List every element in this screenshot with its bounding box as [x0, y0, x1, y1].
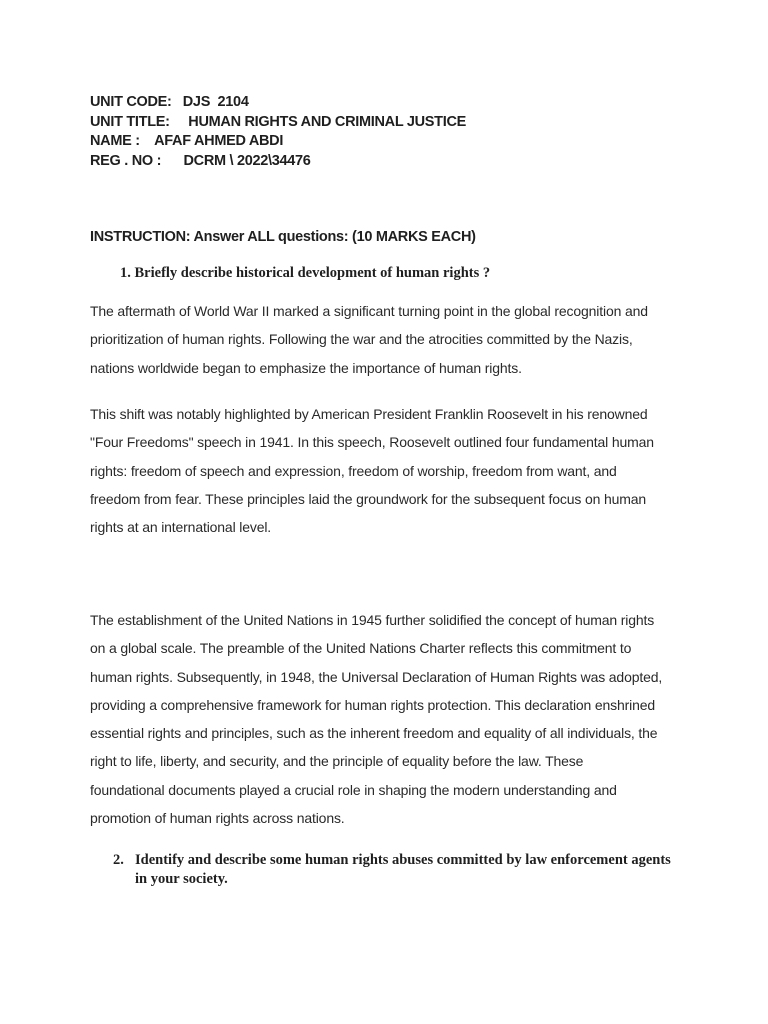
- paragraph-line: rights at an international level.: [90, 519, 272, 536]
- paragraph-line: nations worldwide began to emphasize the importance of human rights.: [90, 359, 522, 376]
- answer-paragraph-3: [90, 606, 680, 832]
- unit-code: UNIT CODE: DJS 2104: [90, 94, 249, 110]
- paragraph-line: The establishment of the United Nations in 1945 further solidified the concept of human rights: [90, 612, 655, 628]
- student-name: NAME : AFAF AHMED ABDI: [90, 133, 284, 149]
- paragraph-line: The aftermath of World War II marked a significant turning point in the global recognition and: [90, 303, 648, 319]
- question-2: [113, 851, 673, 889]
- paragraph-line: "Four Freedoms" speech in 1941. In this speech, Roosevelt outlined four fundamental human: [90, 434, 654, 451]
- paragraph-line: essential rights and principles, such as the inherent freedom and equality of all individuals, the: [90, 725, 658, 742]
- paragraph-line: human rights. Subsequently, in 1948, the Universal Declaration of Human Rights was adopted,: [90, 668, 663, 685]
- instruction-heading: INSTRUCTION: Answer ALL questions: (10 MARKS EACH): [90, 229, 476, 245]
- answer-paragraph-1: [90, 297, 680, 382]
- question-1: 1. Briefly describe historical development of human rights ?: [120, 265, 491, 281]
- unit-title: UNIT TITLE: HUMAN RIGHTS AND CRIMINAL JUSTICE: [90, 113, 466, 130]
- student-header: [90, 93, 466, 171]
- paragraph-line: providing a comprehensive framework for human rights protection. This declaration enshrined: [90, 696, 656, 713]
- paragraph-line: rights: freedom of speech and expression, freedom of worship, freedom from want, and: [90, 462, 617, 479]
- answer-paragraph-2: [90, 400, 680, 541]
- paragraph-line: promotion of human rights across nations.: [90, 810, 345, 827]
- paragraph-line: freedom from fear. These principles laid the groundwork for the subsequent focus on human: [90, 490, 647, 507]
- paragraph-line: foundational documents played a crucial role in shaping the modern understanding and: [90, 781, 617, 798]
- registration-number: REG . NO : DCRM \ 2022\34476: [90, 152, 311, 169]
- question-2-text: Identify and describe some human rights abuses committed by law enforcement agents in your society.: [135, 852, 671, 887]
- question-2-number: 2.: [113, 852, 124, 868]
- paragraph-line: right to life, liberty, and security, and the principle of equality before the law. These: [90, 753, 584, 770]
- paragraph-line: This shift was notably highlighted by American President Franklin Roosevelt in his renowned: [90, 406, 648, 422]
- paragraph-line: on a global scale. The preamble of the United Nations Charter reflects this commitment to: [90, 640, 632, 657]
- paragraph-line: prioritization of human rights. Following the war and the atrocities committed by the Nazis,: [90, 331, 633, 348]
